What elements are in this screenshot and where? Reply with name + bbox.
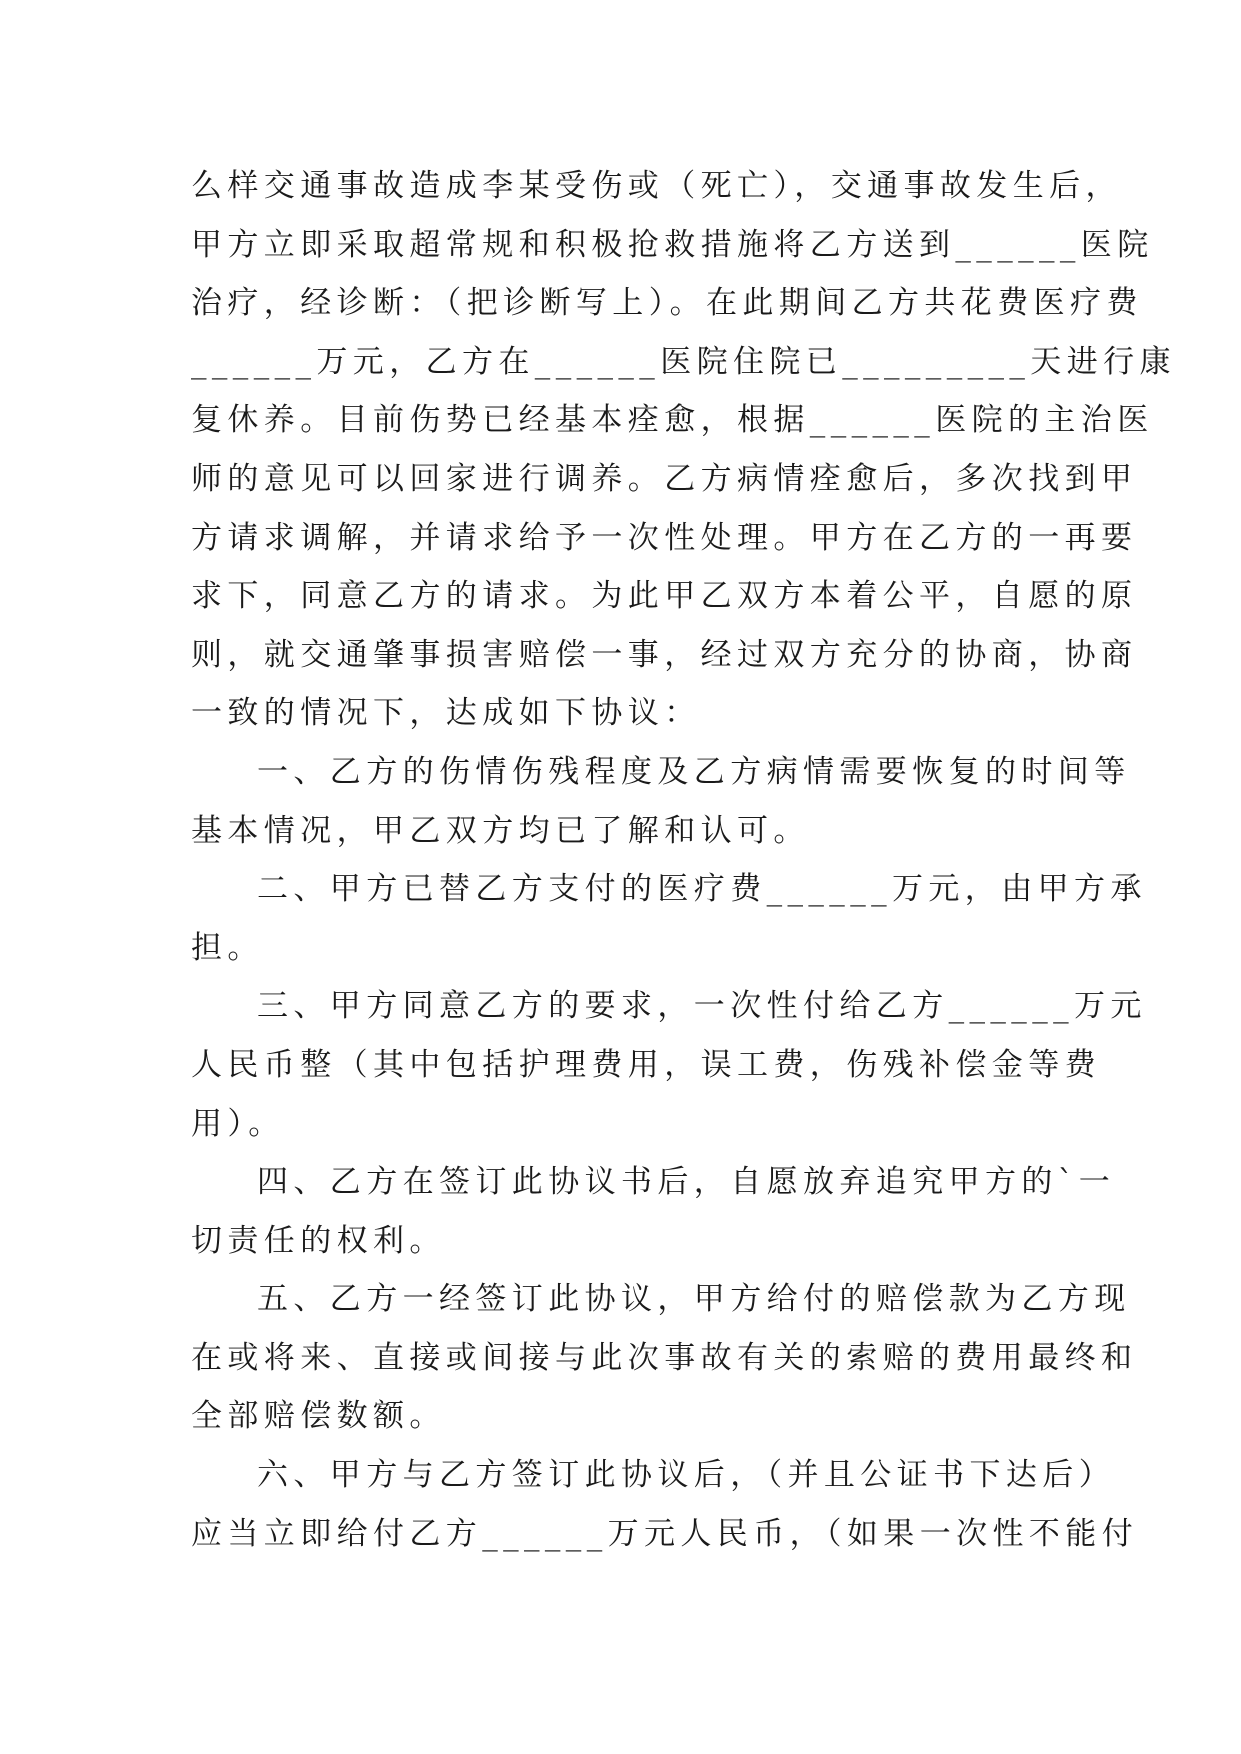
clause-1-line: 一、乙方的伤情伤残程度及乙方病情需要恢复的时间等 (257, 753, 1131, 790)
text-line: 在或将来、直接或间接与此次事故有关的索赔的费用最终和 (191, 1339, 1138, 1376)
text-line: 甲方立即采取超常规和积极抢救措施将乙方送到______医院 (191, 226, 1154, 263)
clause-4-line: 四、乙方在签订此协议书后，自愿放弃追究甲方的`一 (257, 1164, 1116, 1201)
text-line: 一致的情况下，达成如下协议： (191, 695, 701, 732)
text-line: 人民币整（其中包括护理费用，误工费，伤残补偿金等费 (191, 1046, 1101, 1083)
clause-5-line: 五、乙方一经签订此协议，甲方给付的赔偿款为乙方现 (257, 1281, 1131, 1318)
text-line: 求下，同意乙方的请求。为此甲乙双方本着公平，自愿的原 (191, 578, 1138, 615)
text-line: 全部赔偿数额。 (191, 1398, 446, 1435)
text-line: 方请求调解，并请求给予一次性处理。甲方在乙方的一再要 (191, 519, 1138, 556)
text-line: 应当立即给付乙方______万元人民币，（如果一次性不能付 (191, 1515, 1139, 1552)
text-line: 则，就交通肇事损害赔偿一事，经过双方充分的协商，协商 (191, 636, 1138, 673)
text-line: 复休养。目前伤势已经基本痊愈，根据______医院的主治医 (191, 402, 1154, 439)
clause-3-line: 三、甲方同意乙方的要求，一次性付给乙方______万元 (257, 988, 1147, 1025)
text-line: ______万元，乙方在______医院住院已_________天进行康 (191, 343, 1176, 380)
text-line: 担。 (191, 929, 264, 966)
text-line: 师的意见可以回家进行调养。乙方病情痊愈后，多次找到甲 (191, 460, 1138, 497)
text-line: 么样交通事故造成李某受伤或（死亡），交通事故发生后， (191, 168, 1122, 204)
clause-2-line: 二、甲方已替乙方支付的医疗费______万元，由甲方承 (257, 871, 1147, 908)
clause-6-line: 六、甲方与乙方签订此协议后，（并且公证书下达后） (257, 1457, 1116, 1494)
text-line: 基本情况，甲乙双方均已了解和认可。 (191, 812, 810, 849)
text-line: 用）。 (191, 1105, 285, 1142)
text-line: 切责任的权利。 (191, 1222, 446, 1259)
text-line: 治疗，经诊断：（把诊断写上）。在此期间乙方共花费医疗费 (191, 285, 1143, 322)
agreement-body-text (191, 157, 1176, 1563)
